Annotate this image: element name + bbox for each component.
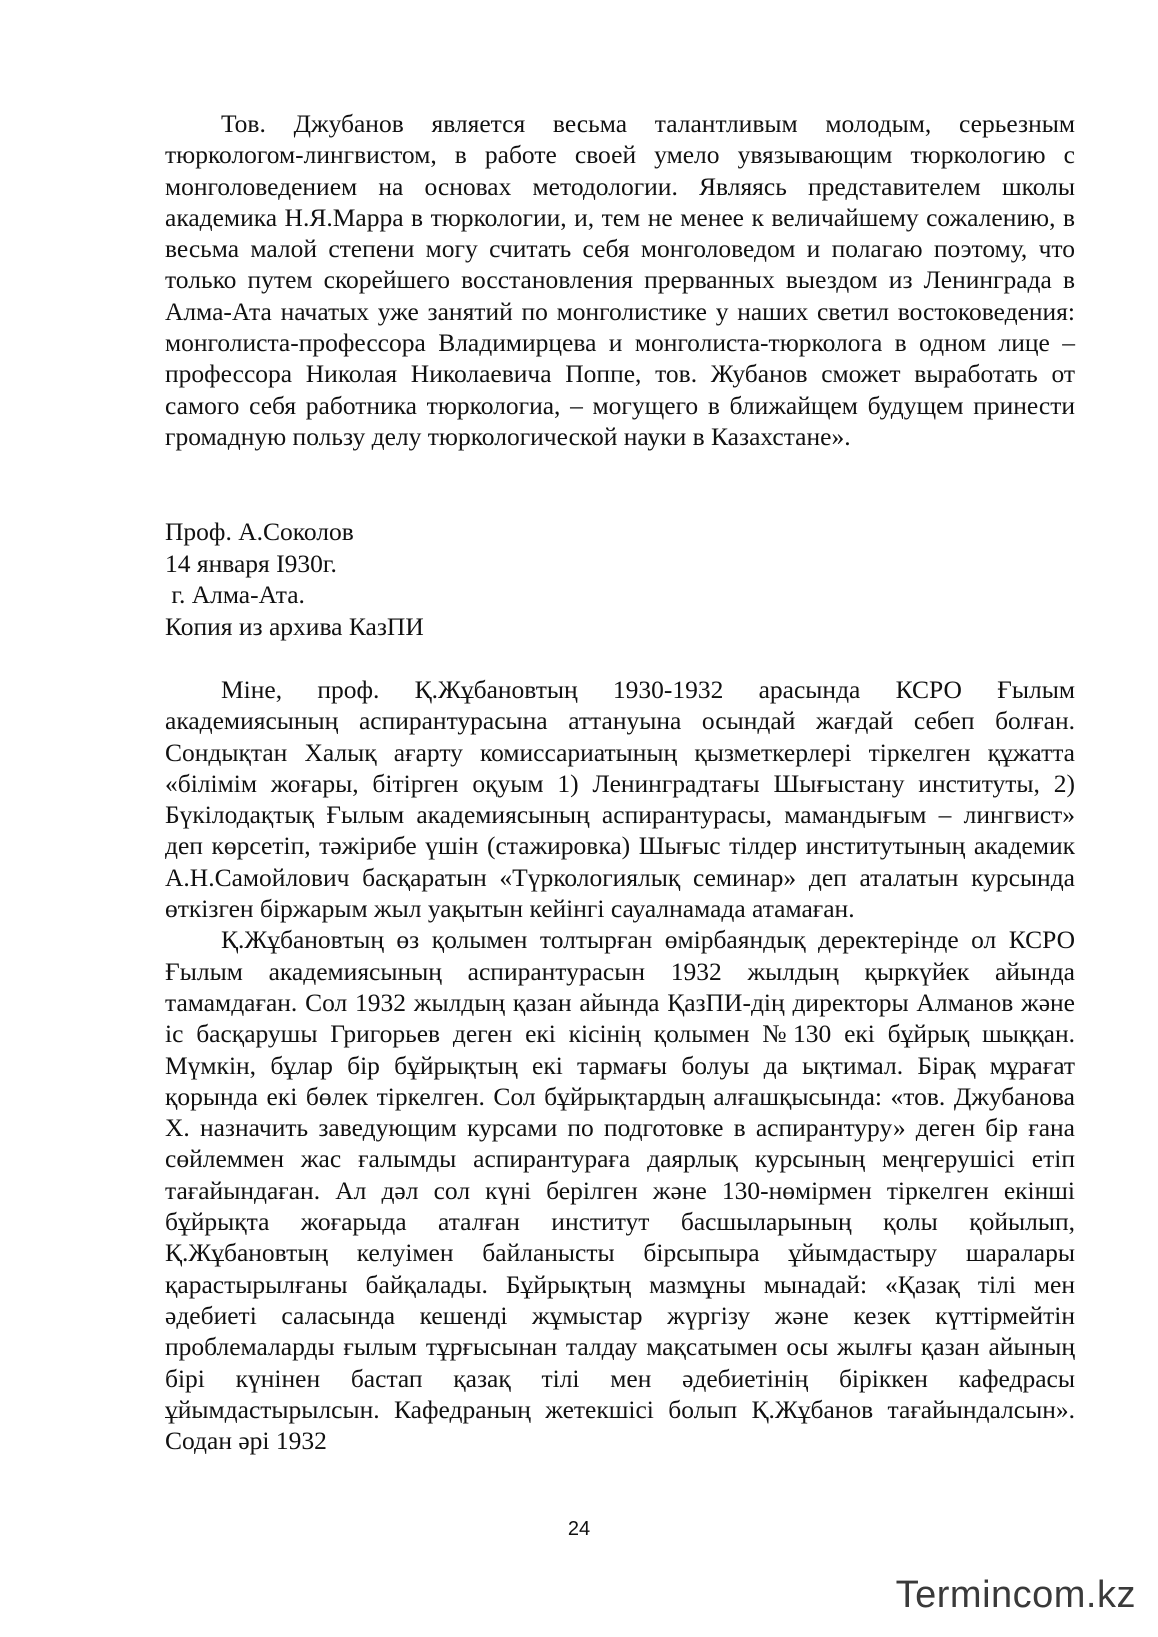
quote-paragraph: Тов. Джубанов является весьма талантливым молодым, серьезным тюркологом-лингвистом, в работе своей умело увязывающим тюркологию с монголоведением на основах методологии. Являясь представителем школы академика Н.Я.Марра в тюркологии, и, тем не менее к величайшему сожалению, в весьма малой степени могу считать себя монголоведом и полагаю поэтому, что только путем скорейшего восстановления прерванных выездом из Ленинграда в Алма-Ата начатых уже занятий по монголистике у наших светил востоковедения: монголиста-профессора Владимирцева и монголиста-тюрколога в одном лице – профессора Николая Николаевича Поппе, тов. Жубанов сможет выработать от самого себя работника тюркологиа, – могущего в ближайщем будущем принести громадную пользу делу тюркологической науки в Казахстане». [165, 109, 1075, 451]
body-text [165, 674, 1075, 1456]
quote-block [165, 108, 1075, 452]
signature-source: Копия из архива КазПИ [165, 611, 424, 641]
body-paragraph-1: Міне, проф. Қ.Жұбановтың 1930-1932 арасында КСРО Ғылым академиясының аспирантурасына аттануына осындай жағдай себеп болған. Сондықтан Халық ағарту комиссариатының қызметкерлері тіркелген құжатта «білімім жоғары, бітірген оқуым 1) Ленинградтағы Шығыстану институты, 2) Бүкілодақтық Ғылым академиясының аспирантурасы, мамандығым – лингвист» деп көрсетіп, тәжірибе үшін (стажировка) Шығыс тілдер институтының академик А.Н.Самойлович басқаратын «Түркологиялық семинар» деп аталатын курсында өткізген біржарым жыл уақытын кейінгі сауалнамада атамаған. [165, 675, 1075, 924]
signature-place: г. Алма-Ата. [165, 580, 305, 609]
signature-date: 14 января I930г. [165, 548, 337, 578]
watermark-logo: Termincom.kz [895, 1574, 1136, 1616]
signature-author: Проф. А.Соколов [165, 517, 354, 546]
signature-block [165, 516, 424, 642]
body-paragraph-2: Қ.Жұбановтың өз қолымен толтырған өмірбаяндық деректерінде ол КСРО Ғылым академиясының аспирантурасын 1932 жылдың қыркүйек айында тамамдаған. Сол 1932 жылдың қазан айында ҚазПИ-дің директоры Алманов және іс басқарушы Григорьев деген екі кісінің қолымен №130 екі бұйрық шыққан. Мүмкін, бұлар бір бұйрықтың екі тармағы болуы да ықтимал. Бірақ мұрағат қорында екі бөлек тіркелген. Сол бұйрықтардың алғашқысында: «тов. Джубанова Х. назначить заведующим курсами по подготовке в аспирантуру» деген бір ғана сөйлеммен жас ғалымды аспирантураға даярлық курсының меңгерушісі етіп тағайындаған. Ал дәл сол күні берілген және 130-нөмірмен тіркелген екінші бұйрықта жоғарыда аталған институт басшыларының қолы қойылып, Қ.Жұбановтың келуімен байланысты бірсыпыра ұйымдастыру шаралары қарастырылғаны байқалады. Бұйрықтың мазмұны мынадай: «Қазақ тілі мен әдебиеті саласында кешенді жұмыстар жүргізу және кезек күттірмейтін проблемаларды ғылым тұрғысынан талдау мақсатымен осы жылғы қазан айының бірі күнінен бастап қазақ тілі мен әдебиетінің біріккен кафедрасы ұйымдастырылсын. Кафедраның жетекшісі болып Қ.Жұбанов тағайындалсын». Содан әрі 1932 [165, 925, 1075, 1456]
page-number: 24 [567, 1518, 591, 1540]
